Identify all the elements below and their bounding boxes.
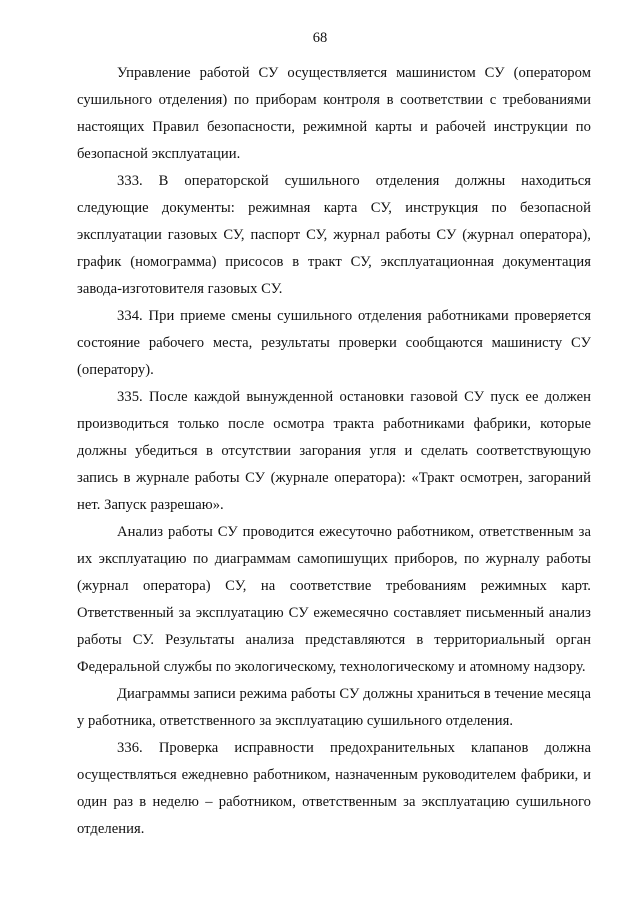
paragraph-333: 333. В операторской сушильного отделения должны находиться следующие документы: режимная карта СУ, инструкция по безопасной эксплуатации газовых СУ, паспорт СУ, журнал работы СУ (журнал оператора), график (номограмма) присосов в тракт СУ, эксплуатационная документация завода-изготовителя газовых СУ. xyxy=(77,173,591,297)
paragraph-operation-control: Управление работой СУ осуществляется машинистом СУ (оператором сушильного отделения) по приборам контроля в соответствии с требованиями настоящих Правил безопасности, режимной карты и рабочей инструкции по безопасной эксплуатации. xyxy=(77,65,591,162)
page-number: 68 xyxy=(312,30,328,46)
document-body xyxy=(77,60,591,843)
paragraph-analysis: Анализ работы СУ проводится ежесуточно работником, ответственным за их эксплуатацию по диаграммам самопишущих приборов, по журналу работы (журнал оператора) СУ, на соответствие требованиям режимных карт. Ответственный за эксплуатацию СУ ежемесячно составляет письменный анализ работы СУ. Результаты анализа представляются в территориальный орган Федеральной службы по экологическому, технологическому и атомному надзору. xyxy=(77,524,591,675)
paragraph-335: 335. После каждой вынужденной остановки газовой СУ пуск ее должен производиться только после осмотра тракта работниками фабрики, которые должны убедиться в отсутствии загорания угля и сделать соответствующую запись в журнале работы СУ (журнале оператора): «Тракт осмотрен, загораний нет. Запуск разрешаю». xyxy=(77,389,591,513)
paragraph-diagrams-storage: Диаграммы записи режима работы СУ должны храниться в течение месяца у работника, ответственного за эксплуатацию сушильного отделения. xyxy=(77,686,591,729)
paragraph-334: 334. При приеме смены сушильного отделения работниками проверяется состояние рабочего места, результаты проверки сообщаются машинисту СУ (оператору). xyxy=(77,308,591,378)
paragraph-336: 336. Проверка исправности предохранительных клапанов должна осуществляться ежедневно работником, назначенным руководителем фабрики, и один раз в неделю – работником, ответственным за эксплуатацию сушильного отделения. xyxy=(77,740,591,837)
